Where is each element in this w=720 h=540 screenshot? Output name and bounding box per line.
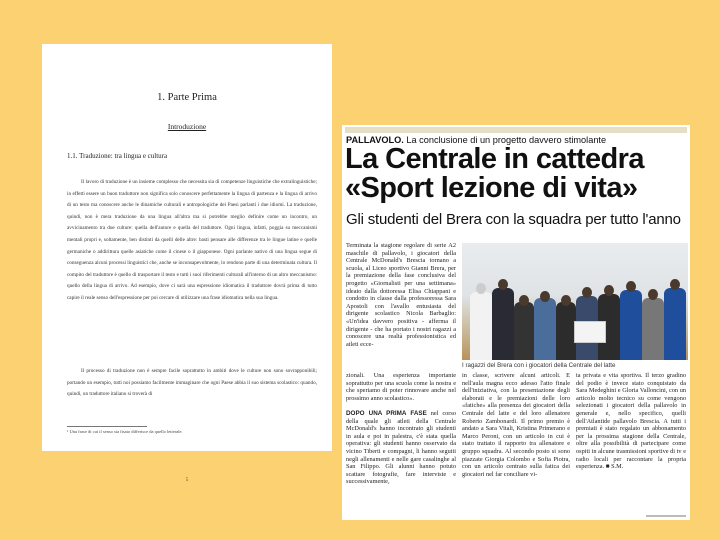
header-band <box>345 127 687 133</box>
section-heading: 1.1. Traduzione: tra lingua e cultura <box>67 152 168 160</box>
newspaper-clipping <box>342 125 690 520</box>
section-lead: DOPO UNA PRIMA FASE <box>346 409 427 417</box>
kicker-label: PALLAVOLO. <box>346 135 404 145</box>
subtitle: Gli studenti del Brera con la squadra per tutto l'anno <box>346 211 681 228</box>
footnote: ¹ Una frase di cui il senso sia fisato differisce da quello letterale. <box>67 429 183 434</box>
page-number: 5 <box>185 478 189 483</box>
introduction-heading: Introduzione <box>167 122 207 131</box>
headline-line-2: «Sport lezione di vita» <box>345 172 638 204</box>
article-column: Terminata la stagione regolare di serie A2 maschile di pallavolo, i giocatori della Centrale McDonald's Brescia tornano a scuola, al Liceo sportivo Gianni Brera, per la premiazione della fase conclusiva del progetto «Giornalisti per una settimana» ideato dalla dottoressa Elisa Chiappani e condotto in classe dalla professoressa Sara Apostoli con l'avallo entusiasta del dirigente scolastico Nicola Barbaglio: «Un'idea davvero positiva - afferma il dirigente - che ha portato i nostri ragazzi a conoscere una realtà professionistica ed atleti ecce- <box>346 242 456 348</box>
paragraph: Il processo di traduzione non è sempre facile soprattutto in ambiti dove le culture non sono sovrapponibili; portando un esempio, tutti noi possiamo facilmente immaginare che ogni Paese abbia il suo sistema scolastico: quando, quindi, un traduttore italiano si troverà di <box>67 368 317 398</box>
paragraph: Il lavoro di traduzione è un insieme complesso che necessita sia di competenze linguistiche che extralinguistiche; in effetti essere un buon traduttore non significa solo conoscere perfettamente la lingua di partenza e la lingua di arrivo di un testo ma conoscere anche le dinamiche culturali e antropologiche dei Paesi parlanti i due idiomi. La traduzione, quindi, non è mera traduzione da una lingua all'altra ma si potrebbe meglio definire come un incontro, un avvicinamento tra due culture: quella dell'autore e quella del traduttore. Ogni lingua, infatti, poggia su meccanismi mentali propri e, soltamente, ben distinti da quelli delle altre: basti pensare alle differenze tra le lingue latine e quelle germaniche o addirittura quelle asiatiche come il cinese o il giapponese. Ogni parlante nativo di una lingua segue di conseguenza alcuni processi linguistici che, anche se inconsapevolmente, lo rendono parte di una determinata cultura. Il compito del traduttore è quello di trasportare il testo e tutti i suoi riferimenti culturali all'interno di un altro meccanismo: quello della lingua di arrivo. Ad esempio, dove ci sarà una espressione idiomatica il traduttore dovrà prima di tutto capire il reale senso dell'espressione per poi cercare di utilizzare una frase idiomatica nella sua lingua. <box>67 179 317 301</box>
footnote-divider <box>67 426 147 427</box>
article-column: ta privata e vita sportiva. Il terzo gradino del podio è invece stato conquistato da Sara Medeghini e Gloria Valloncini, con un articolo molto tecnico su come vengono selezionati i giocatori della pallavolo in generale e, nello specifico, quelli dell'Atlantide pallavolo Brescia. A tutti i premiati è stato regalato un abbonamento per la prossima stagione della Centrale, oltre alla possibilità di partecipare come ospiti in alcune trasmissioni sportive di tv e radio locali per raccontare la propria esperienza. ■ S.M. <box>576 372 686 471</box>
team-photo <box>462 243 688 360</box>
kicker-text: La conclusione di un progetto davvero stimolante <box>403 135 607 145</box>
headline <box>345 145 644 203</box>
article-column <box>346 372 456 517</box>
column-text: zionali. Una esperienza importante soprattutto per una scuola come la nostra e che speriamo di poter rinnovare anche nel prossimo anno scolastico». <box>346 372 456 402</box>
footer-mark <box>646 515 686 517</box>
column-text: nel corso della quale gli atleti della Centrale McDonald's hanno incontrato gli studenti in aula e poi in palestra, c'è stata quella operativa: gli studenti hanno osservato da vicino Tiberti e compagni, li hanno seguiti negli allenamenti e nelle gare casalinghe al San Filippo. Gli alunni hanno potuto scattare fotografie, fare interviste e successivamente, <box>346 409 456 486</box>
photo-caption: I ragazzi del Brera con i giocatori della Centrale del latte <box>462 362 616 369</box>
headline-line-1: La Centrale in cattedra <box>345 143 644 175</box>
book-page <box>42 44 332 483</box>
chapter-title: 1. Parte Prima <box>157 92 217 103</box>
article-column: in classe, scrivere alcuni articoli. E nell'aula magna ecco adesso l'atto finale dell'iniziativa, con la presentazione degli elaborati e le premiazioni delle loro «fatiche» alla presenza dei giocatori della Centrale del latte e del loro allenatore Roberto Zambonardi. Il primo premio è andato a Sara Vitali, Kristina Primerano e Marco Peroni, con un articolo in cui è stato trattato il rapporto tra allenatore e gruppo squadra. Al secondo posto si sono piazzate Giorgia Colombo e Sofia Piotra, con un articolo centrato sulla fatica dei giocatori nel far conciliare vi- <box>462 372 570 478</box>
